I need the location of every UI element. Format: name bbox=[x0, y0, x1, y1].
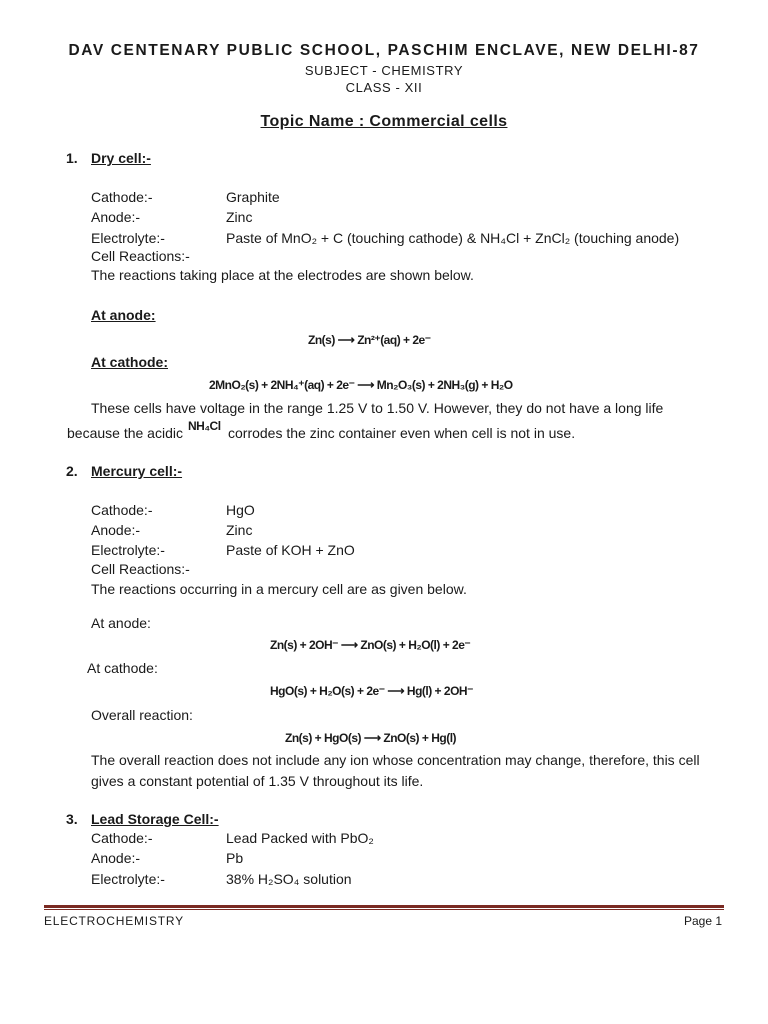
dry-anode-heading: At anode: bbox=[91, 307, 156, 323]
hg-cathode-label2: At cathode: bbox=[87, 660, 158, 676]
section-heading-mercury-cell: Mercury cell:- bbox=[91, 463, 183, 479]
dry-cathode-label: Cathode:- bbox=[91, 189, 153, 205]
topic-title: Topic Name : Commercial cells bbox=[260, 113, 508, 130]
hg-anode-equation: Zn(s) + 2OH⁻ ⟶ ZnO(s) + H₂O(l) + 2e⁻ bbox=[270, 638, 471, 652]
dry-anode-equation: Zn(s) ⟶ Zn²⁺(aq) + 2e⁻ bbox=[308, 333, 431, 347]
pb-cathode-label: Cathode:- bbox=[91, 830, 153, 846]
footer-chapter: ELECTROCHEMISTRY bbox=[44, 914, 184, 928]
footer-rule-thin bbox=[44, 909, 724, 910]
dry-cathode-heading: At cathode: bbox=[91, 354, 168, 370]
hg-overall-label: Overall reaction: bbox=[91, 707, 193, 723]
dry-cell-reactions-label: Cell Reactions:- bbox=[91, 248, 190, 264]
school-name: DAV CENTENARY PUBLIC SCHOOL, PASCHIM ENCLAVE, NEW DELHI-87 bbox=[68, 42, 700, 59]
dry-paragraph-formula: NH₄Cl bbox=[188, 419, 221, 433]
subject-line: SUBJECT - CHEMISTRY bbox=[304, 63, 464, 78]
footer-rule-thick bbox=[44, 905, 724, 908]
hg-cathode-value: HgO bbox=[226, 502, 255, 518]
dry-electrolyte-value: Paste of MnO₂ + C (touching cathode) & NH₄Cl + ZnCl₂ (touching anode) bbox=[226, 230, 680, 246]
hg-anode-value: Zinc bbox=[226, 522, 253, 538]
footer-page-number: Page 1 bbox=[684, 914, 723, 928]
hg-intro-text: The reactions occurring in a mercury cell are as given below. bbox=[91, 581, 467, 597]
dry-cathode-equation: 2MnO₂(s) + 2NH₄⁺(aq) + 2e⁻ ⟶ Mn₂O₃(s) + 2NH₃(g) + H₂O bbox=[209, 378, 513, 392]
section-number-mercury-cell: 2. bbox=[66, 463, 78, 479]
hg-overall-equation: Zn(s) + HgO(s) ⟶ ZnO(s) + Hg(l) bbox=[285, 731, 457, 745]
dry-paragraph-line2a: because the acidic bbox=[67, 425, 183, 441]
pb-anode-value: Pb bbox=[226, 850, 244, 866]
hg-electrolyte-label: Electrolyte:- bbox=[91, 542, 165, 558]
dry-cathode-value: Graphite bbox=[226, 189, 280, 205]
dry-paragraph-line1: These cells have voltage in the range 1.25 V to 1.50 V. However, they do not have a long life bbox=[91, 400, 664, 416]
pb-cathode-value: Lead Packed with PbO₂ bbox=[226, 830, 374, 846]
hg-paragraph-line2: gives a constant potential of 1.35 V throughout its life. bbox=[91, 773, 424, 789]
section-heading-lead-cell: Lead Storage Cell:- bbox=[91, 811, 219, 827]
dry-anode-value: Zinc bbox=[226, 209, 253, 225]
hg-cathode-label: Cathode:- bbox=[91, 502, 153, 518]
dry-anode-label: Anode:- bbox=[91, 209, 141, 225]
section-number-lead-cell: 3. bbox=[66, 811, 78, 827]
dry-intro-text: The reactions taking place at the electrodes are shown below. bbox=[91, 267, 474, 283]
hg-paragraph-line1: The overall reaction does not include any ion whose concentration may change, therefore, this cell bbox=[91, 752, 700, 768]
dry-paragraph-line2b: corrodes the zinc container even when cell is not in use. bbox=[228, 425, 576, 441]
class-line: CLASS - XII bbox=[345, 80, 423, 95]
hg-anode-label2: At anode: bbox=[91, 615, 151, 631]
pb-electrolyte-value: 38% H₂SO₄ solution bbox=[226, 871, 352, 887]
dry-electrolyte-label: Electrolyte:- bbox=[91, 230, 165, 246]
pb-anode-label: Anode:- bbox=[91, 850, 141, 866]
hg-cell-reactions-label: Cell Reactions:- bbox=[91, 561, 190, 577]
section-number-dry-cell: 1. bbox=[66, 150, 78, 166]
hg-electrolyte-value: Paste of KOH + ZnO bbox=[226, 542, 355, 558]
hg-anode-label: Anode:- bbox=[91, 522, 141, 538]
pb-electrolyte-label: Electrolyte:- bbox=[91, 871, 165, 887]
hg-cathode-equation: HgO(s) + H₂O(s) + 2e⁻ ⟶ Hg(l) + 2OH⁻ bbox=[270, 684, 473, 698]
section-heading-dry-cell: Dry cell:- bbox=[91, 150, 151, 166]
